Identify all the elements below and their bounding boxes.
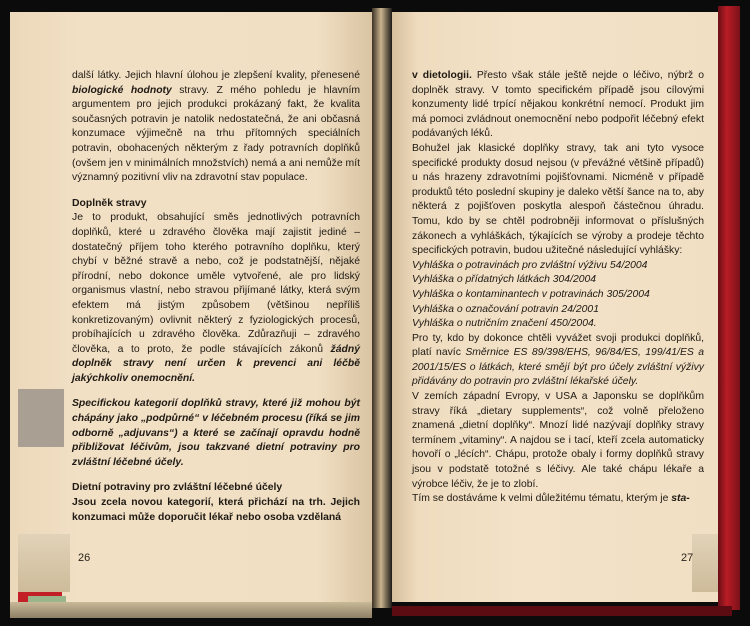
text-segment: Tím se dostáváme k velmi důležitému tématu, kterým je	[412, 493, 672, 505]
heading-doplnek-stravy: Doplněk stravy	[72, 197, 147, 209]
right-para-2: Bohužel jak klasické doplňky stravy, tak ani tyto vysoce specifické produkty dosud nejsou (v převážné většině případů) u nás hrazeny zdravotními pojišťovnami. Nicméně v případě produktů této poslední skupiny je daleko větší šance na to, aby některá z pojišťoven poskytla alespoň částečnou úhradu. Tomu, kdo by se chtěl podrobněji informovat o příslušných zákonech a vyhláškách, týkajících se výroby a prodeje těchto specifických potravin, budou užitečné následující vyhlášky:	[412, 142, 704, 257]
decree-5: Vyhláška o nutričním značení 450/2004.	[412, 318, 597, 330]
decree-2: Vyhláška o přídatných látkách 304/2004	[412, 274, 597, 286]
page-number-left: 26	[78, 552, 91, 564]
text-segment: stravy. Z mého pohledu je hlavním argumentem pro jejich produkci prokázaný fakt, že kvalita současných potravin je natolik nedostatečná, že ani občasná konzumace výjimečně na trhu přítomných speciálních potravin, obohacených některým z řady potravních doplňků (ovšem jen v minimálních množstvích) nemá a ani nemůže mít významný pozitivní vliv na zdravotní stav populace.	[72, 84, 361, 184]
right-bottom-decoration	[692, 534, 718, 592]
cover-edge-right	[718, 6, 740, 610]
cover-edge-bottom-right	[392, 606, 732, 616]
cover-edge-bottom-left	[10, 602, 372, 618]
right-para-1	[412, 69, 704, 142]
right-page-text	[412, 69, 704, 507]
decree-4: Vyhláška o označování potravin 24/2001	[412, 303, 599, 315]
right-para-3	[412, 332, 704, 390]
left-para-4: Jsou zcela novou kategorií, která přichází na trh. Jejich konzumaci může doporučit lékař nebo osoba vzdělaná	[72, 497, 360, 523]
text-segment: v dietologii.	[412, 70, 472, 81]
decree-3: Vyhláška o kontaminantech v potravinách 305/2004	[412, 288, 650, 300]
text-segment: další látky. Jejich hlavní úlohou je zlepšení kvality, přenesené	[72, 70, 360, 81]
text-segment: Směrnice ES 89/398/EHS, 96/84/ES, 199/41/ES a 2001/15/ES o látkách, které smějí být pro účely zvláštní výživy přidávány do potravin pro zvláštní lékařské účely.	[412, 347, 705, 388]
left-para-3-highlight: Specifickou kategorií doplňků stravy, které již mohou být chápány jako „podpůrné“ v léčebném procesu (říká se jim odborně „adjuvans“) a které se začínají opravdu hodně přibližovat léčivům, jsou takzvané dietní potraviny pro zvláštní léčebné účely.	[72, 398, 360, 468]
left-bottom-decoration	[18, 534, 70, 592]
left-para-2	[72, 211, 360, 386]
margin-gray-box	[18, 389, 64, 447]
right-para-4: V zemích západní Evropy, v USA a Japonsku se doplňkům stravy říká „dietary supplements“, což volně přeloženo znamená „dietní doplňky“. Mnozí lidé nazývají doplňky stravy termínem „vitaminy“. A najdou se i tací, kteří zcela automaticky hovoří o „lécích“. Chápu, protože obaly i formy doplňků stravy jsou v podstatě totožné s léčivy. Ale také chápu lékaře a výrobce léčiv, že je to zlobí.	[412, 391, 704, 490]
heading-dietni-potraviny: Dietní potraviny pro zvláštní léčebné účely	[72, 482, 283, 494]
right-para-5	[412, 492, 704, 507]
text-segment: sta-	[671, 493, 690, 505]
text-segment: biologické hodnoty	[72, 84, 172, 96]
book-spine	[372, 8, 392, 608]
text-segment: Přesto však stále ještě nejde o léčivo, nýbrž o doplněk stravy. V tomto specifickém případě jsou cílovými konzumenty lidé trpící nějakou konkrétní nemocí. Produkt jim má pomoci zvládnout onemocnění nebo podpořit léčebný efekt podávaných léků.	[412, 70, 704, 140]
text-segment: žádný doplněk stravy není určen k prevenci ani léčbě jakýchkoliv onemocnění.	[72, 343, 360, 384]
text-segment: Pro ty, kdo by dokonce chtěli vyvážet svoji produkci doplňků, platí navíc	[412, 332, 704, 359]
decree-1: Vyhláška o potravinách pro zvláštní výživu 54/2004	[412, 259, 648, 271]
text-segment: Je to produkt, obsahující směs jednotlivých potravních doplňků, které u zdravého člověka mají zajistit jediné – dostatečný příjem toho kterého potravního doplňku, který chybí v běžné stravě a nebo, což je podstatnější, nějaké přírodní, nebo dokonce uměle vytvořené, ale pro lidský organismus vlastní, nebo stravou přijímané látky, která svým efektem má jistým způsobem (většinou nepříliš konkretizovaným) ovlivnit některý z fyziologických procesů, probíhajících u zdravého člověka. Zdůrazňuji – zdravého člověka, a to proto, že podle stávajících zákonů	[72, 212, 360, 355]
left-para-1	[72, 69, 360, 186]
left-bottom-green-strip	[28, 596, 66, 602]
left-page-text	[72, 69, 360, 525]
page-number-right: 27	[681, 552, 694, 564]
